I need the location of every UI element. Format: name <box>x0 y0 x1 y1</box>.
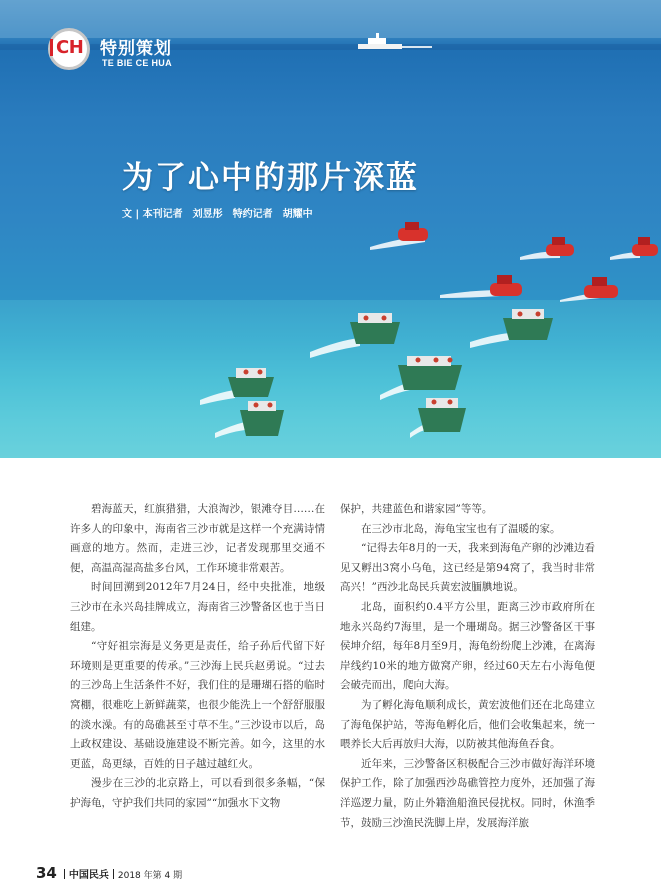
paragraph: 漫步在三沙的北京路上，可以看到很多条幅，“保护海龟，守护我们共同的家园”“加强水下文物 <box>70 777 325 809</box>
section-pinyin: TE BIE CE HUA <box>102 58 172 68</box>
footer-divider <box>64 869 65 879</box>
paragraph: 碧海蓝天，红旗猎猎，大浪淘沙，银滩夺目……在许多人的印象中，海南省三沙市就是这样一个充满诗情画意的地方。然而，走进三沙，记者发现那里交通不便，高温高湿高盐多台风，工作环境非常艰苦。 <box>70 503 325 574</box>
issue-label: 2018 年第 4 期 <box>117 871 183 881</box>
article-byline: 文 | 本刊记者 刘昱彤 特约记者 胡耀中 <box>122 209 313 220</box>
red-boat-1 <box>398 222 428 241</box>
section-code: CH <box>56 37 84 58</box>
paragraph: 北岛，面积约0.4平方公里，距离三沙市政府所在地永兴岛约7海里，是一个珊瑚岛。据三沙警备区干事侯坤介绍，每年8月至9月，海龟纷纷爬上沙滩，在离海岸线约10米的地方做窝产卵，经过60天左右小海龟便会破壳而出，爬向大海。 <box>340 600 595 692</box>
paragraph: “守好祖宗海是义务更是责任，给子孙后代留下好环境则是更重要的传承。”三沙海上民兵赵勇说。“过去的三沙岛上生活条件不好，我们住的是珊瑚石搭的临时窝棚，很难吃上新鲜蔬菜，也很少能洗上一个舒舒服服的淡水澡。有的岛礁甚至寸草不生。”三沙设市以后，岛上政权建设、基础设施建设不断完善。如今，这里的水更蓝，岛更绿，百姓的日子越过越红火。 <box>70 640 325 770</box>
paragraph: 在三沙市北岛，海龟宝宝也有了温暖的家。 <box>361 522 561 535</box>
section-badge-bar <box>50 39 53 56</box>
left-column <box>70 500 325 814</box>
paragraph: “记得去年8月的一天，我来到海龟产卵的沙滩边看见又孵出3窝小乌龟，这已经是第94窝了，我当时非常高兴！”西沙北岛民兵黄宏波腼腆地说。 <box>340 542 595 594</box>
article-title: 为了心中的那片深蓝 <box>122 160 419 196</box>
paragraph: 近年来，三沙警备区积极配合三沙市做好海洋环境保护工作，除了加强西沙岛礁管控力度外，还加强了海洋巡逻力量，防止外籍渔船渔民侵扰权。同时，休渔季节，鼓励三沙渔民洗脚上岸，发展海洋旅 <box>340 757 595 829</box>
paragraph: 为了孵化海龟顺利成长，黄宏波他们还在北岛建立了海龟保护站，等海龟孵化后，他们会收集起来，统一喂养长大后再放归大海，以防被其他海鱼吞食。 <box>340 698 595 751</box>
section-title: 特别策划 <box>100 39 172 59</box>
red-boat-4 <box>490 275 522 296</box>
shallow-water <box>0 300 661 458</box>
sky-haze <box>0 0 661 38</box>
footer-divider <box>113 869 114 879</box>
red-boat-5 <box>584 277 618 298</box>
red-boat-3 <box>632 237 658 256</box>
paragraph-continuation: 保护，共建蓝色和谐家园”等等。 <box>340 503 493 515</box>
page-number: 34 <box>36 864 57 882</box>
paragraph: 时间回溯到2012年7月24日，经中央批准，地级三沙市在永兴岛挂牌成立，海南省三沙警备区也于当日组建。 <box>70 581 325 633</box>
red-boat-2 <box>546 237 574 256</box>
right-column <box>340 500 595 833</box>
page-footer <box>36 864 182 882</box>
magazine-name: 中国民兵 <box>68 870 109 881</box>
